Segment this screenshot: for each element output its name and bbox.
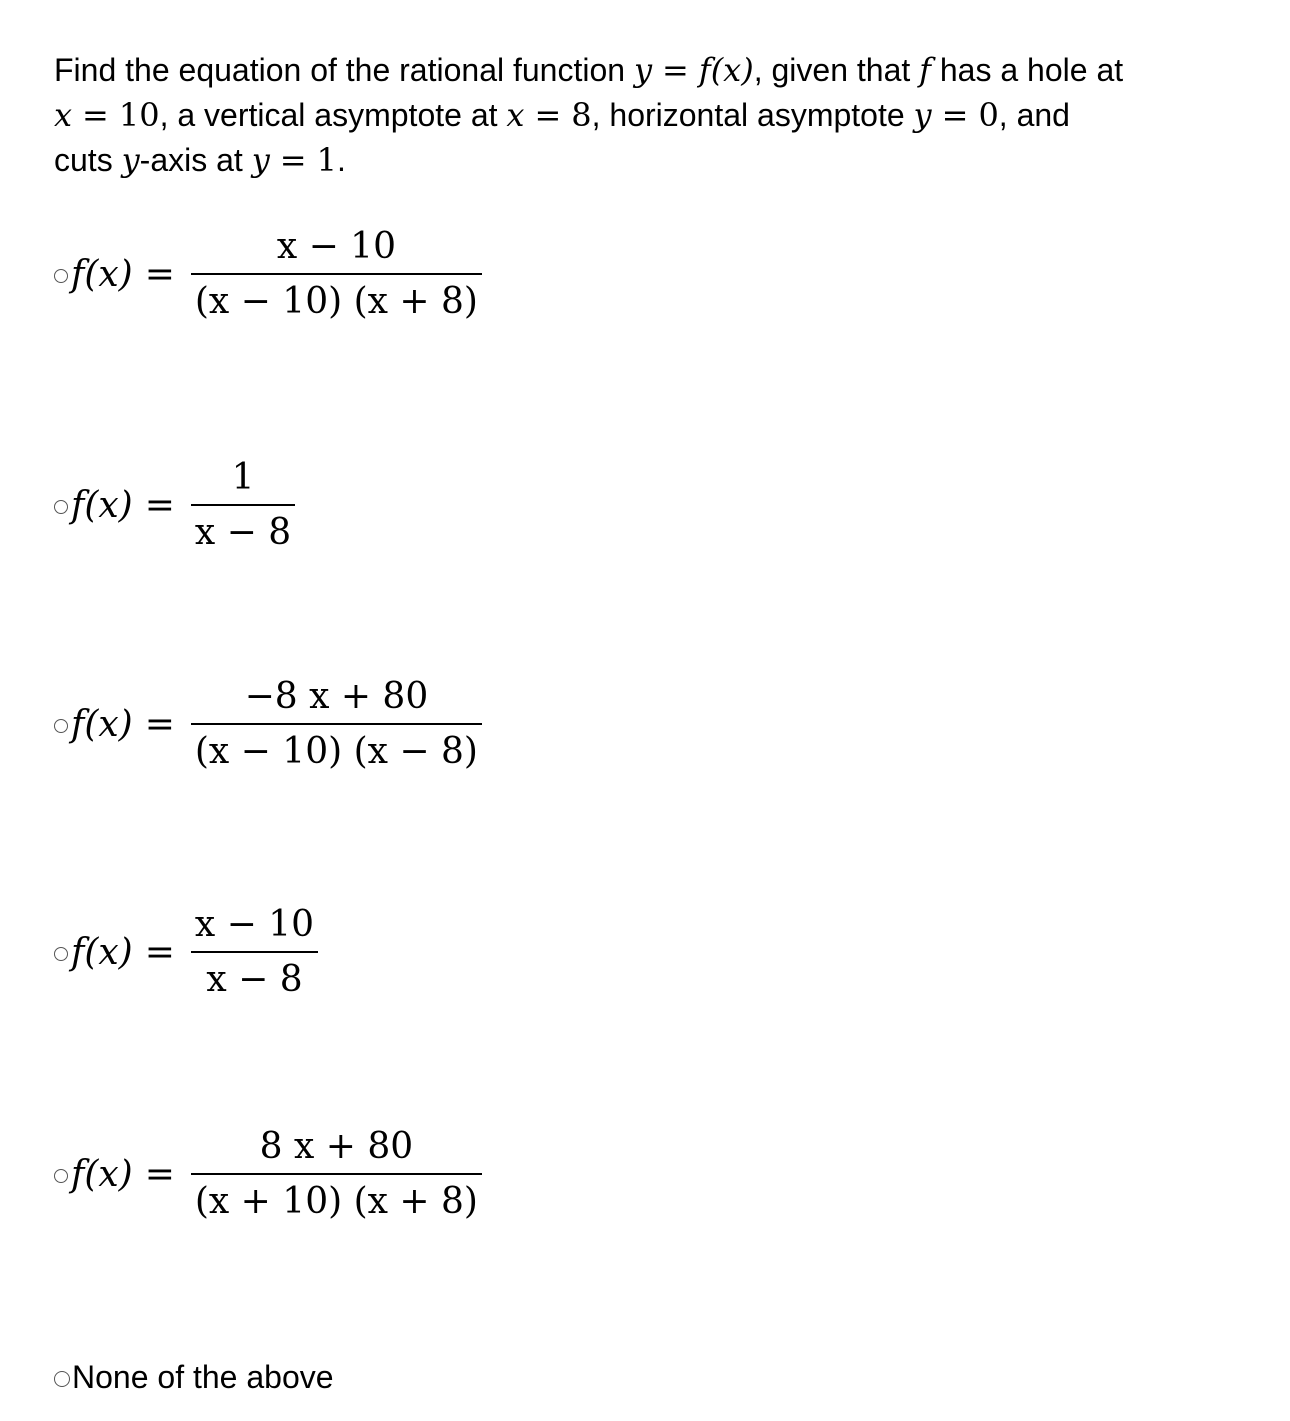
math-equals: = <box>662 51 689 89</box>
radio-button[interactable] <box>54 947 68 961</box>
math-equals: = <box>534 96 562 134</box>
fraction-denominator: x − 8 <box>206 959 303 1000</box>
question-part: , and <box>998 97 1070 133</box>
math-y: y <box>913 96 932 134</box>
fraction-denominator: x − 8 <box>194 512 292 553</box>
none-option-label: None of the above <box>72 1359 334 1395</box>
radio-button[interactable] <box>54 500 68 514</box>
option-equals: = <box>144 1153 175 1195</box>
option-fraction <box>191 1126 482 1222</box>
option-lhs: f(x) <box>71 253 133 295</box>
fraction-denominator: (x + 10) (x + 8) <box>194 1181 478 1222</box>
question-part: , a vertical asymptote at <box>159 97 507 133</box>
radio-button[interactable] <box>54 269 68 283</box>
math-y: y <box>121 141 140 179</box>
answer-option-3[interactable] <box>54 664 654 784</box>
answer-option-1[interactable] <box>54 214 654 334</box>
option-lhs: f(x) <box>71 703 133 745</box>
option-lhs: f(x) <box>71 931 133 973</box>
fraction-numerator: 1 <box>231 457 255 498</box>
question-part: , given that <box>753 52 920 88</box>
question-part: . <box>336 142 346 178</box>
math-f: f <box>919 51 931 89</box>
option-fraction <box>191 457 295 553</box>
answer-option-4[interactable] <box>54 892 654 1012</box>
math-equals: = <box>279 141 307 179</box>
question-part: , horizontal asymptote <box>591 97 914 133</box>
math-x: x <box>54 96 73 134</box>
option-lhs: f(x) <box>71 1153 133 1195</box>
y-intercept-value: 1 <box>316 141 337 179</box>
hole-value: 10 <box>118 96 160 134</box>
option-equals: = <box>144 253 175 295</box>
answer-option-5[interactable] <box>54 1114 654 1234</box>
question-part: Find the equation of the rational function <box>54 52 634 88</box>
question-text <box>54 48 1269 183</box>
horizontal-asymptote-value: 0 <box>978 96 999 134</box>
option-fraction <box>191 226 482 322</box>
radio-button[interactable] <box>54 1169 68 1183</box>
math-equals: = <box>941 96 969 134</box>
fraction-numerator: x − 10 <box>194 904 315 945</box>
option-lhs: f(x) <box>71 484 133 526</box>
question-part: has a hole at <box>930 52 1124 88</box>
question-part: cuts <box>54 142 122 178</box>
fraction-denominator: (x − 10) (x + 8) <box>194 281 478 322</box>
math-fx: f(x) <box>698 51 754 89</box>
option-fraction <box>191 904 318 1000</box>
math-y: y <box>633 51 653 89</box>
option-equals: = <box>144 484 175 526</box>
option-fraction <box>191 676 482 772</box>
option-equals: = <box>144 703 175 745</box>
math-equals: = <box>82 96 109 134</box>
radio-button[interactable] <box>54 719 68 733</box>
answer-option-none[interactable] <box>54 1355 334 1400</box>
fraction-numerator: x − 10 <box>276 226 396 267</box>
vertical-asymptote-value: 8 <box>571 96 592 134</box>
fraction-denominator: (x − 10) (x − 8) <box>194 731 478 772</box>
fraction-numerator: 8 x + 80 <box>259 1126 414 1167</box>
math-x: x <box>506 96 525 134</box>
radio-button[interactable] <box>54 1371 70 1387</box>
fraction-numerator: −8 x + 80 <box>244 676 429 717</box>
answer-option-2[interactable] <box>54 445 654 565</box>
math-y: y <box>251 141 270 179</box>
option-equals: = <box>144 931 175 973</box>
question-part: -axis at <box>139 142 252 178</box>
